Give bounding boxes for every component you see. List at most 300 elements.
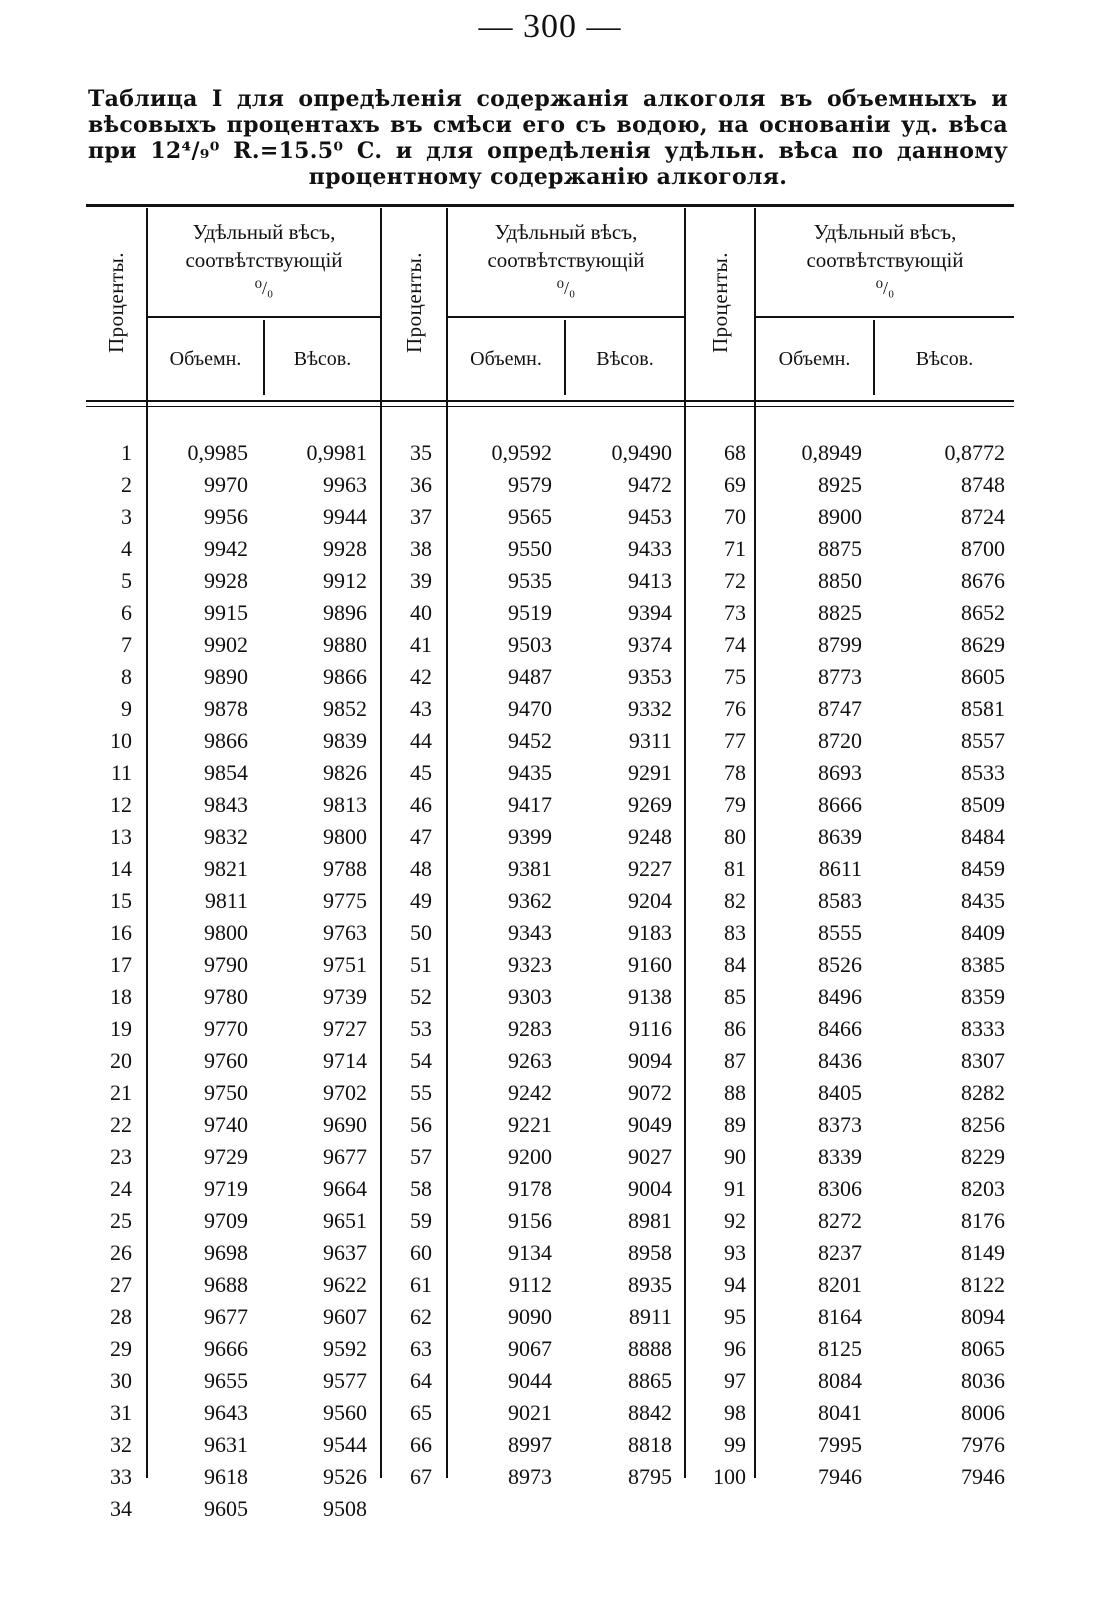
volume-cell: 8084 [818, 1368, 862, 1393]
weight-cell: 9714 [323, 1048, 367, 1073]
specific-gravity-header [148, 218, 380, 318]
weight-cell: 9928 [323, 536, 367, 561]
weight-cell: 9800 [323, 824, 367, 849]
percent-cell: 12 [110, 792, 132, 817]
weight-cell: 8509 [961, 792, 1005, 817]
percent-cell: 62 [410, 1304, 432, 1329]
volume-header: Объемн. [169, 347, 242, 370]
percent-cell: 74 [724, 632, 746, 657]
volume-cell: 9044 [508, 1368, 552, 1393]
header-bottom-rule-thin [86, 406, 1014, 407]
weight-cell: 9116 [628, 1016, 672, 1041]
weight-cell: 9607 [323, 1304, 367, 1329]
volume-cell: 8272 [818, 1208, 862, 1233]
volume-cell: 8555 [818, 920, 862, 945]
percent-cell: 67 [410, 1464, 432, 1489]
weight-cell: 9577 [323, 1368, 367, 1393]
percent-cell: 83 [724, 920, 746, 945]
volume-cell: 9970 [204, 472, 248, 497]
volume-cell: 8237 [818, 1240, 862, 1265]
weight-cell: 9183 [628, 920, 672, 945]
volume-column [448, 437, 552, 1493]
specific-gravity-header [756, 218, 1014, 318]
percent-cell: 17 [110, 952, 132, 977]
group-header-percent: ⁰/₀ [254, 278, 274, 298]
percent-cell: 65 [410, 1400, 432, 1425]
percent-cell: 41 [410, 632, 432, 657]
percent-cell: 36 [410, 472, 432, 497]
percent-cell: 16 [110, 920, 132, 945]
volume-cell: 9435 [508, 760, 552, 785]
volume-column [756, 437, 862, 1493]
percent-cell: 11 [110, 760, 132, 785]
page-number: — 300 — [478, 8, 622, 45]
percent-cell: 99 [724, 1432, 746, 1457]
weight-cell: 8605 [961, 664, 1005, 689]
weight-cell: 8006 [961, 1400, 1005, 1425]
volume-cell: 8306 [818, 1176, 862, 1201]
weight-cell: 9353 [628, 664, 672, 689]
volume-cell: 8466 [818, 1016, 862, 1041]
percent-header: Проценты. [103, 251, 128, 353]
weight-cell: 9374 [628, 632, 672, 657]
weight-cell: 9702 [323, 1080, 367, 1105]
volume-cell: 8747 [818, 696, 862, 721]
volume-cell: 8666 [818, 792, 862, 817]
percent-cell: 100 [713, 1464, 746, 1489]
percent-cell: 76 [724, 696, 746, 721]
percent-cell: 72 [724, 568, 746, 593]
volume-cell: 9362 [508, 888, 552, 913]
group-header-line: соотвѣтствующій [487, 248, 645, 272]
weight-cell: 9138 [628, 984, 672, 1009]
group-header-line: Удѣльный вѣсъ, [192, 220, 336, 244]
percent-cell: 73 [724, 600, 746, 625]
weight-cell: 9963 [323, 472, 367, 497]
weight-cell: 8359 [961, 984, 1005, 1009]
percent-column [86, 437, 132, 1525]
volume-cell: 8875 [818, 536, 862, 561]
percent-cell: 14 [110, 856, 132, 881]
weight-cell: 0,9981 [306, 440, 367, 465]
percent-header: Проценты. [707, 251, 732, 353]
volume-cell: 9821 [204, 856, 248, 881]
volume-cell: 9519 [508, 600, 552, 625]
weight-cell: 9866 [323, 664, 367, 689]
weight-cell: 9049 [628, 1112, 672, 1137]
percent-cell: 40 [410, 600, 432, 625]
weight-cell: 9852 [323, 696, 367, 721]
percent-cell: 33 [110, 1464, 132, 1489]
percent-cell: 29 [110, 1336, 132, 1361]
volume-cell: 9417 [508, 792, 552, 817]
weight-cell: 8557 [961, 728, 1005, 753]
header-bottom-rule [86, 400, 1014, 402]
volume-cell: 9666 [204, 1336, 248, 1361]
volume-cell: 9156 [508, 1208, 552, 1233]
volume-cell: 8925 [818, 472, 862, 497]
weight-cell: 9739 [323, 984, 367, 1009]
percent-cell: 93 [724, 1240, 746, 1265]
percent-cell: 89 [724, 1112, 746, 1137]
weight-cell: 9269 [628, 792, 672, 817]
weight-cell: 9826 [323, 760, 367, 785]
volume-cell: 8164 [818, 1304, 862, 1329]
weight-cell: 8865 [628, 1368, 672, 1393]
weight-cell: 8911 [628, 1304, 672, 1329]
percent-cell: 60 [410, 1240, 432, 1265]
volume-cell: 9890 [204, 664, 248, 689]
percent-cell: 79 [724, 792, 746, 817]
volume-cell: 9915 [204, 600, 248, 625]
percent-cell: 55 [410, 1080, 432, 1105]
percent-cell: 18 [110, 984, 132, 1009]
volume-cell: 9928 [204, 568, 248, 593]
percent-cell: 97 [724, 1368, 746, 1393]
volume-cell: 9178 [508, 1176, 552, 1201]
percent-cell: 27 [110, 1272, 132, 1297]
percent-cell: 44 [410, 728, 432, 753]
specific-gravity-header [448, 218, 684, 318]
volume-cell: 9878 [204, 696, 248, 721]
group-header-line: соотвѣтствующій [806, 248, 964, 272]
percent-cell: 63 [410, 1336, 432, 1361]
weight-cell: 9472 [628, 472, 672, 497]
volume-cell: 9221 [508, 1112, 552, 1137]
weight-cell: 0,8772 [944, 440, 1005, 465]
weight-cell: 8435 [961, 888, 1005, 913]
volume-cell: 9399 [508, 824, 552, 849]
percent-cell: 38 [410, 536, 432, 561]
percent-cell: 8 [121, 664, 132, 689]
percent-cell: 32 [110, 1432, 132, 1457]
volume-cell: 9866 [204, 728, 248, 753]
percent-header: Проценты. [401, 251, 426, 353]
weight-cell: 9204 [628, 888, 672, 913]
volume-cell: 8436 [818, 1048, 862, 1073]
percent-cell: 95 [724, 1304, 746, 1329]
weight-cell: 9526 [323, 1464, 367, 1489]
volume-cell: 8773 [818, 664, 862, 689]
volume-cell: 8639 [818, 824, 862, 849]
weight-cell: 8094 [961, 1304, 1005, 1329]
volume-cell: 9134 [508, 1240, 552, 1265]
weight-cell: 8333 [961, 1016, 1005, 1041]
weight-cell: 8842 [628, 1400, 672, 1425]
weight-cell: 8581 [961, 696, 1005, 721]
percent-cell: 66 [410, 1432, 432, 1457]
volume-cell: 9283 [508, 1016, 552, 1041]
volume-cell: 9800 [204, 920, 248, 945]
percent-cell: 96 [724, 1336, 746, 1361]
percent-cell: 30 [110, 1368, 132, 1393]
volume-cell: 8611 [818, 856, 862, 881]
weight-cell: 8385 [961, 952, 1005, 977]
volume-cell: 9343 [508, 920, 552, 945]
group-header-line: Удѣльный вѣсъ, [813, 220, 957, 244]
percent-cell: 91 [724, 1176, 746, 1201]
volume-cell: 9631 [204, 1432, 248, 1457]
weight-cell: 7976 [961, 1432, 1005, 1457]
weight-cell: 9004 [628, 1176, 672, 1201]
volume-cell: 8583 [818, 888, 862, 913]
weight-cell: 9248 [628, 824, 672, 849]
volume-cell: 0,9592 [491, 440, 552, 465]
weight-cell: 8036 [961, 1368, 1005, 1393]
volume-cell: 9942 [204, 536, 248, 561]
percent-cell: 25 [110, 1208, 132, 1233]
percent-cell: 84 [724, 952, 746, 977]
percent-cell: 31 [110, 1400, 132, 1425]
percent-cell: 80 [724, 824, 746, 849]
volume-cell: 9487 [508, 664, 552, 689]
weight-cell: 9560 [323, 1400, 367, 1425]
volume-cell: 8526 [818, 952, 862, 977]
weight-cell: 9160 [628, 952, 672, 977]
weight-header: Вѣсов. [596, 347, 654, 370]
weight-header: Вѣсов. [293, 347, 352, 370]
volume-cell: 9688 [204, 1272, 248, 1297]
volume-cell: 9381 [508, 856, 552, 881]
volume-cell: 8405 [818, 1080, 862, 1105]
weight-cell: 8818 [628, 1432, 672, 1457]
percent-cell: 64 [410, 1368, 432, 1393]
weight-cell: 9227 [628, 856, 672, 881]
volume-cell: 9843 [204, 792, 248, 817]
volume-cell: 9503 [508, 632, 552, 657]
weight-cell: 9544 [323, 1432, 367, 1457]
percent-cell: 75 [724, 664, 746, 689]
table-title: Таблица I для опредѣленія содержанія алкоголя въ объемныхъ и вѣсовыхъ процентахъ въ смѣси его съ водою, на основаніи уд. вѣса при 12⁴/₉⁰ R.=15.5⁰ C. и для опредѣленія удѣльн. вѣса по данному процентному содержанію алкоголя. [88, 86, 1008, 190]
percent-cell: 56 [410, 1112, 432, 1137]
percent-cell: 24 [110, 1176, 132, 1201]
percent-cell: 46 [410, 792, 432, 817]
percent-cell: 88 [724, 1080, 746, 1105]
group-header-percent: ⁰/₀ [875, 278, 895, 298]
group-header-line: Удѣльный вѣсъ, [494, 220, 638, 244]
volume-cell: 9719 [204, 1176, 248, 1201]
percent-cell: 61 [410, 1272, 432, 1297]
percent-cell: 21 [110, 1080, 132, 1105]
volume-cell: 9470 [508, 696, 552, 721]
volume-cell: 0,8949 [801, 440, 862, 465]
percent-cell: 7 [121, 632, 132, 657]
percent-cell: 94 [724, 1272, 746, 1297]
volume-cell: 8799 [818, 632, 862, 657]
percent-cell: 85 [724, 984, 746, 1009]
weight-cell: 9394 [628, 600, 672, 625]
percent-cell: 20 [110, 1048, 132, 1073]
weight-cell: 9072 [628, 1080, 672, 1105]
alcohol-table [86, 204, 1014, 1584]
percent-cell: 81 [724, 856, 746, 881]
volume-cell: 9323 [508, 952, 552, 977]
weight-cell: 8533 [961, 760, 1005, 785]
percent-cell: 82 [724, 888, 746, 913]
weight-cell: 9813 [323, 792, 367, 817]
weight-cell: 9763 [323, 920, 367, 945]
percent-cell: 53 [410, 1016, 432, 1041]
volume-cell: 9750 [204, 1080, 248, 1105]
weight-cell: 9788 [323, 856, 367, 881]
volume-cell: 9263 [508, 1048, 552, 1073]
percent-cell: 77 [724, 728, 746, 753]
volume-cell: 7995 [818, 1432, 862, 1457]
volume-cell: 8693 [818, 760, 862, 785]
weight-cell: 9453 [628, 504, 672, 529]
weight-cell: 8629 [961, 632, 1005, 657]
percent-cell: 37 [410, 504, 432, 529]
volume-cell: 7946 [818, 1464, 862, 1489]
volume-cell: 9832 [204, 824, 248, 849]
weight-cell: 9637 [323, 1240, 367, 1265]
weight-cell: 8748 [961, 472, 1005, 497]
weight-header: Вѣсов. [915, 347, 974, 370]
weight-cell: 8282 [961, 1080, 1005, 1105]
volume-cell: 9811 [204, 888, 248, 913]
volume-cell: 9303 [508, 984, 552, 1009]
percent-cell: 49 [410, 888, 432, 913]
percent-cell: 59 [410, 1208, 432, 1233]
volume-cell: 8041 [818, 1400, 862, 1425]
volume-cell: 8973 [508, 1464, 552, 1489]
weight-column [265, 437, 367, 1525]
weight-cell: 8981 [628, 1208, 672, 1233]
weight-cell: 9677 [323, 1144, 367, 1169]
percent-cell: 68 [724, 440, 746, 465]
volume-cell: 8850 [818, 568, 862, 593]
volume-cell: 0,9985 [187, 440, 248, 465]
percent-cell: 22 [110, 1112, 132, 1137]
volume-cell: 8997 [508, 1432, 552, 1457]
weight-cell: 9944 [323, 504, 367, 529]
percent-cell: 50 [410, 920, 432, 945]
percent-cell: 19 [110, 1016, 132, 1041]
volume-cell: 9067 [508, 1336, 552, 1361]
weight-cell: 8176 [961, 1208, 1005, 1233]
weight-cell: 9880 [323, 632, 367, 657]
weight-cell: 9332 [628, 696, 672, 721]
volume-cell: 8373 [818, 1112, 862, 1137]
percent-cell: 54 [410, 1048, 432, 1073]
weight-cell: 8307 [961, 1048, 1005, 1073]
volume-cell: 9854 [204, 760, 248, 785]
percent-cell: 52 [410, 984, 432, 1009]
volume-header: Объемн. [470, 347, 542, 370]
weight-cell: 9094 [628, 1048, 672, 1073]
volume-cell: 9579 [508, 472, 552, 497]
percent-cell: 6 [121, 600, 132, 625]
volume-cell: 9090 [508, 1304, 552, 1329]
weight-cell: 7946 [961, 1464, 1005, 1489]
volume-cell: 9780 [204, 984, 248, 1009]
weight-cell: 8122 [961, 1272, 1005, 1297]
volume-cell: 9677 [204, 1304, 248, 1329]
percent-cell: 78 [724, 760, 746, 785]
percent-cell: 5 [121, 568, 132, 593]
volume-cell: 8720 [818, 728, 862, 753]
volume-column [148, 437, 248, 1525]
table-top-rule [86, 204, 1014, 207]
volume-cell: 9200 [508, 1144, 552, 1169]
weight-cell: 9433 [628, 536, 672, 561]
volume-cell: 9535 [508, 568, 552, 593]
volume-cell: 9709 [204, 1208, 248, 1233]
weight-cell: 8958 [628, 1240, 672, 1265]
volume-cell: 9790 [204, 952, 248, 977]
percent-cell: 92 [724, 1208, 746, 1233]
percent-cell: 13 [110, 824, 132, 849]
percent-cell: 69 [724, 472, 746, 497]
percent-cell: 71 [724, 536, 746, 561]
col-divider [380, 208, 382, 1478]
volume-cell: 9618 [204, 1464, 248, 1489]
volume-cell: 9550 [508, 536, 552, 561]
percent-cell: 4 [121, 536, 132, 561]
weight-cell: 8724 [961, 504, 1005, 529]
percent-cell: 3 [121, 504, 132, 529]
volume-cell: 9956 [204, 504, 248, 529]
weight-cell: 9291 [628, 760, 672, 785]
weight-cell: 9413 [628, 568, 672, 593]
weight-cell: 8795 [628, 1464, 672, 1489]
weight-cell: 8149 [961, 1240, 1005, 1265]
volume-cell: 9729 [204, 1144, 248, 1169]
volume-cell: 8201 [818, 1272, 862, 1297]
weight-column [875, 437, 1005, 1493]
volume-cell: 8125 [818, 1336, 862, 1361]
group-header-line: соотвѣтствующій [185, 248, 343, 272]
percent-column [384, 437, 432, 1493]
weight-cell: 9896 [323, 600, 367, 625]
percent-cell: 87 [724, 1048, 746, 1073]
weight-cell: 8409 [961, 920, 1005, 945]
percent-cell: 9 [121, 696, 132, 721]
percent-cell: 45 [410, 760, 432, 785]
volume-header: Объемн. [778, 347, 851, 370]
weight-cell: 9775 [323, 888, 367, 913]
weight-cell: 8459 [961, 856, 1005, 881]
weight-cell: 9664 [323, 1176, 367, 1201]
volume-cell: 8496 [818, 984, 862, 1009]
percent-cell: 2 [121, 472, 132, 497]
percent-cell: 86 [724, 1016, 746, 1041]
weight-cell: 9311 [628, 728, 672, 753]
weight-cell: 9027 [628, 1144, 672, 1169]
volume-cell: 9760 [204, 1048, 248, 1073]
weight-cell: 8065 [961, 1336, 1005, 1361]
percent-cell: 15 [110, 888, 132, 913]
percent-cell: 39 [410, 568, 432, 593]
weight-cell: 8652 [961, 600, 1005, 625]
weight-column [566, 437, 672, 1493]
weight-cell: 9727 [323, 1016, 367, 1041]
col-divider [684, 208, 686, 1478]
weight-cell: 8676 [961, 568, 1005, 593]
percent-cell: 28 [110, 1304, 132, 1329]
weight-cell: 9508 [323, 1496, 367, 1521]
weight-cell: 8256 [961, 1112, 1005, 1137]
weight-cell: 8203 [961, 1176, 1005, 1201]
percent-cell: 1 [121, 440, 132, 465]
percent-cell: 98 [724, 1400, 746, 1425]
volume-cell: 9698 [204, 1240, 248, 1265]
percent-cell: 34 [110, 1496, 132, 1521]
volume-cell: 8900 [818, 504, 862, 529]
volume-cell: 9740 [204, 1112, 248, 1137]
volume-cell: 8339 [818, 1144, 862, 1169]
percent-cell: 51 [410, 952, 432, 977]
